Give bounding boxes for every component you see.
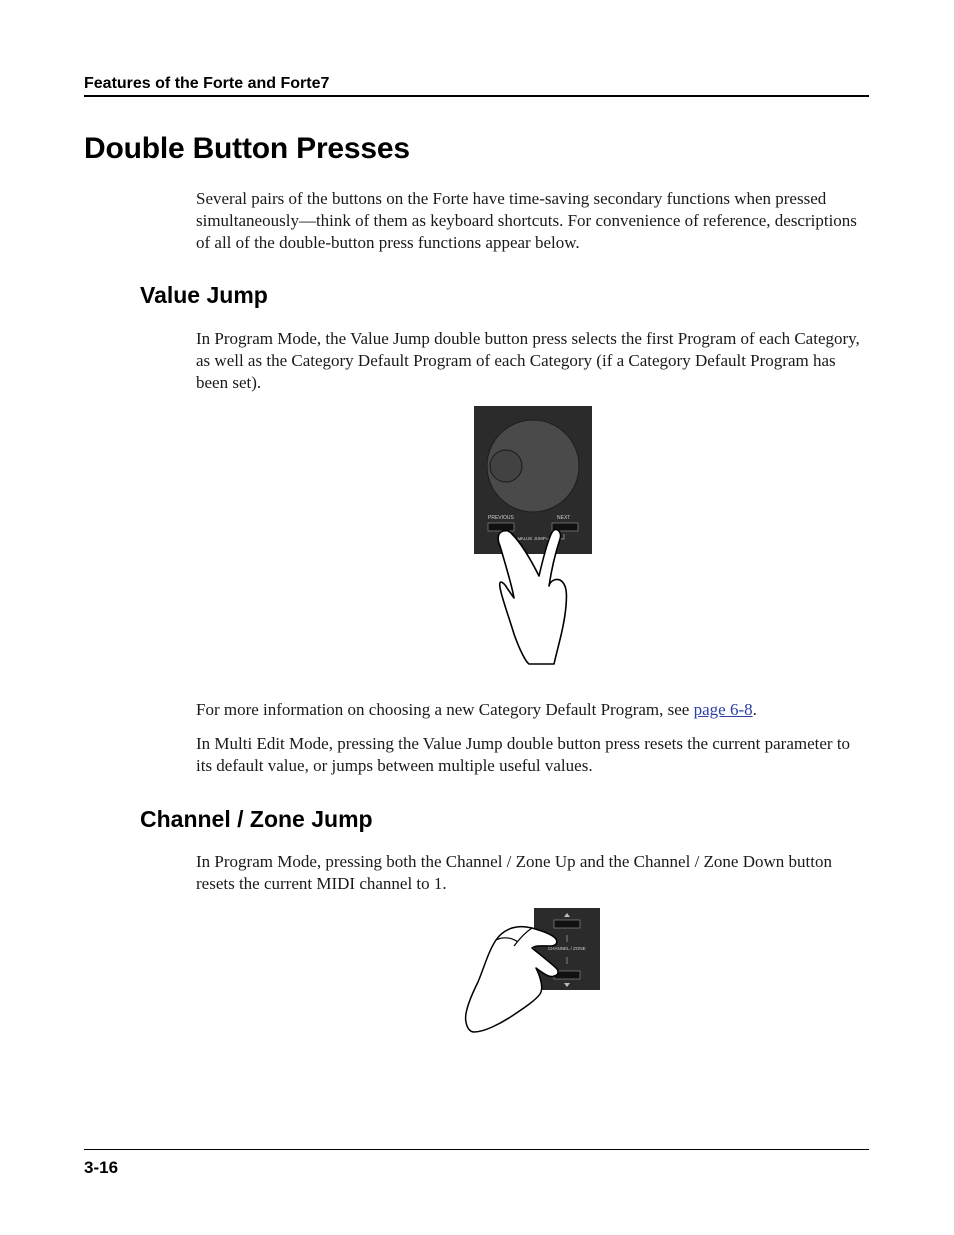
wheel-dimple <box>490 450 522 482</box>
multi-edit-paragraph: In Multi Edit Mode, pressing the Value Jump double button press resets the current parameter to its default value, or jumps between multiple useful values. <box>196 734 851 775</box>
value-jump-heading: Value Jump <box>140 282 268 308</box>
previous-button <box>488 523 514 531</box>
channel-zone-label: CHANNEL / ZONE <box>548 946 586 951</box>
intro-paragraph: Several pairs of the buttons on the Forte have time-saving secondary functions when pressed simultaneously—think of them as keyboard shortcuts. For convenience of reference, descriptions of all of the double-button press functions appear below. <box>196 189 857 252</box>
value-jump-illustration <box>474 406 594 668</box>
section-title: Double Button Presses <box>84 132 410 165</box>
next-label: NEXT <box>557 515 571 521</box>
value-jump-label: VALUE JUMP <box>518 536 546 541</box>
channel-zone-jump-illustration <box>462 908 604 1036</box>
previous-label: PREVIOUS <box>488 515 514 521</box>
page-number: 3-16 <box>84 1158 119 1177</box>
running-header: Features of the Forte and Forte7 <box>84 75 869 97</box>
footer-rule <box>84 1149 869 1150</box>
channel-zone-up-button <box>554 920 580 928</box>
channel-zone-paragraph: In Program Mode, pressing both the Channel / Zone Up and the Channel / Zone Down button resets the current MIDI channel to 1. <box>196 852 832 893</box>
category-default-paragraph: For more information on choosing a new Category Default Program, see page 6-8. <box>196 700 757 719</box>
channel-zone-jump-heading: Channel / Zone Jump <box>140 806 373 832</box>
value-jump-paragraph: In Program Mode, the Value Jump double button press selects the first Program of each Category, as well as the Category Default Program of each Category (if a Category Default Program has been set). <box>196 329 860 392</box>
page-link[interactable]: page 6-8 <box>693 700 753 719</box>
